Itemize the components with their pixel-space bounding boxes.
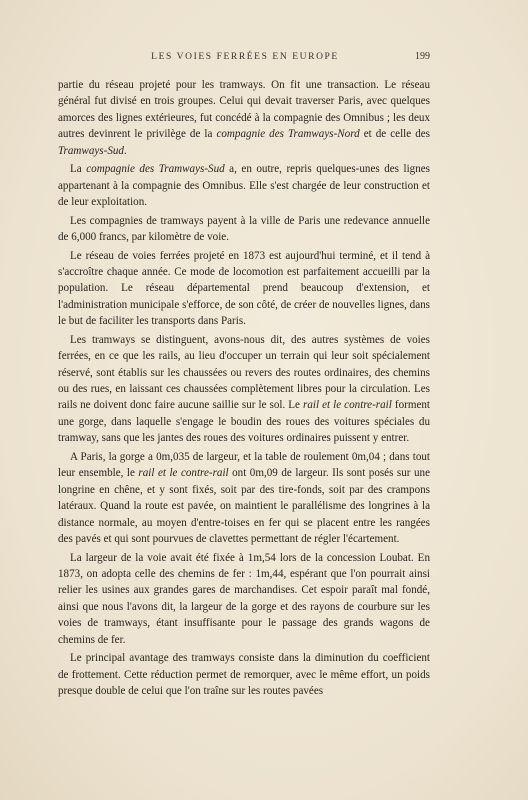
text-run: Les tramways se distinguent, avons-nous dit, des autres systèmes de voies ferrées, en ce que les rails, au lieu d'occuper un terrain qui leur soit spécialement réservé, sont établis sur les chaussées ou revers des routes ordinaires, des chemins ou des rues, en laissant ces chaussées complètement libres pour la circulation. Les rails ne doivent donc faire aucune saillie sur le sol. Le: [58, 333, 430, 412]
paragraph: [58, 650, 430, 699]
text-run: La: [70, 163, 87, 176]
page-header: [60, 50, 430, 64]
text-run: .: [123, 144, 127, 157]
text-run: Le réseau de voies ferrées projeté en 1873 est aujourd'hui terminé, et il tend à s'accroître chaque année. Ce mode de locomotion est parfaitement accueilli par la population. Le réseau départemental prend beaucoup d'extension, et l'administration municipale s'efforce, de son côté, de créer de nouvelles lignes, dans le but de faciliter les transports dans Paris.: [58, 249, 430, 328]
text-run: ont 0m,09 de largeur. Ils sont posés sur une longrine en chêne, et y sont fixés, soit par des tire-fonds, soit par des crampons latéraux. Quand la route est pavée, on maintient le parallélisme des longrines à la distance normale, au moyen d'entre-toises en fer qui se placent entre les rangées des pavés et qui sont pourvues de clavettes permettant de régler l'écartement.: [58, 467, 430, 545]
running-title: LES VOIES FERRÉES EN EUROPE: [151, 52, 339, 62]
text-run: Les compagnies de tramways payent à la ville de Paris une redevance annuelle de 6,000 francs, par kilomètre de voie.: [58, 214, 430, 244]
text-run: et de celle des: [359, 128, 430, 141]
italic-text: Tramways-Sud: [58, 144, 124, 157]
paragraph: [58, 550, 430, 648]
paragraph: [58, 213, 430, 246]
body-text: [58, 77, 430, 702]
paragraph: [58, 77, 430, 159]
page-number: 199: [415, 51, 430, 62]
text-run: partie du réseau projeté pour les tramways. On fit une transaction. Le réseau général fut divisé en trois groupes. Celui qui devait traverser Paris, avec quelques amorces des lignes extérieures, fut concédé à la compagnie des Omnibus ; les deux autres devinrent le privilège de la: [58, 79, 430, 141]
italic-text: rail et le contre-rail: [303, 399, 392, 412]
italic-text: compagnie des Tramways-Sud: [86, 163, 225, 176]
italic-text: compagnie des Tramways-Nord: [216, 128, 360, 141]
paragraph: [58, 449, 430, 547]
italic-text: rail et le contre-rail: [138, 467, 229, 480]
text-run: A Paris, la gorge a 0m,035 de largeur, et la table de roulement 0m,04 ; dans tout leur ensemble, le: [58, 450, 430, 480]
paragraph: [58, 332, 430, 447]
text-run: La largeur de la voie avait été fixée à 1m,54 lors de la concession Loubat. En 1873, on adopta celle des chemins de fer : 1m,44, espérant que l'on pourrait ainsi relier les usines aux grandes gares de marchandises. Cet espoir paraît mal fondé, ainsi que nous l'avons dit, la largeur de la gorge et des rayons de courbure sur les voies de tramways, étant insuffisante pour le passage des grands wagons de chemins de fer.: [58, 551, 430, 646]
text-run: a, en outre, repris quelques-unes des lignes appartenant à la compagnie des Omnibus. Elle s'est chargée de leur construction et de leur exploitation.: [58, 163, 430, 209]
paragraph: [58, 161, 430, 210]
text-run: Le principal avantage des tramways consiste dans la diminution du coefficient de frottement. Cette réduction permet de remorquer, avec le même effort, un poids presque double de celui que l'on traîne sur les routes pavées: [58, 652, 430, 697]
paragraph: [58, 248, 430, 330]
text-run: forment une gorge, dans laquelle s'engage le boudin des roues des voitures spéciales du tramway, sans que les jantes des roues des voitures ordinaires puissent y entrer.: [58, 399, 430, 445]
